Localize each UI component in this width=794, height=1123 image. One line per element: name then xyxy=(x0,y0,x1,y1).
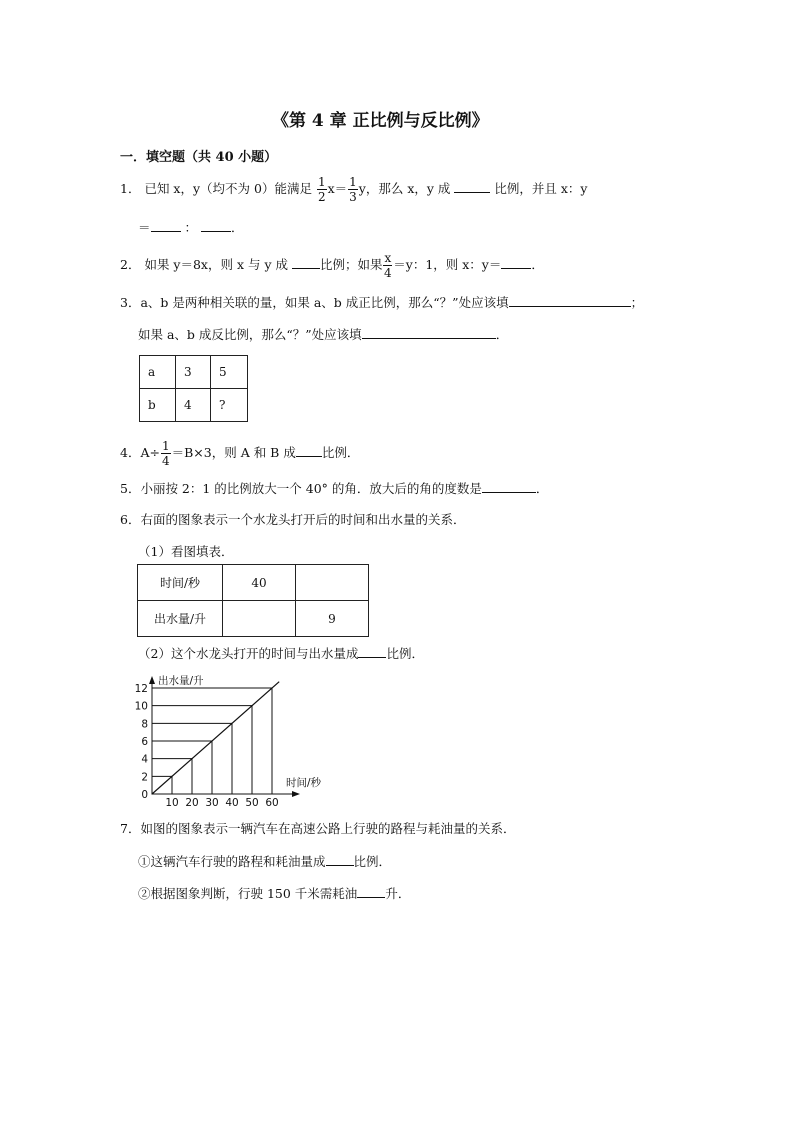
q7-sub2 xyxy=(138,884,410,902)
chart-x-tick-label: 40 xyxy=(225,797,239,809)
q6-table-cell-input[interactable] xyxy=(223,601,296,637)
q1-text-d: 比例，并且 x：y xyxy=(494,181,588,196)
question-7 xyxy=(120,819,515,837)
chart-x-axis-arrow xyxy=(292,791,300,797)
question-5 xyxy=(120,479,548,497)
chart-x-tick-label: 30 xyxy=(205,797,219,809)
question-3 xyxy=(120,293,643,311)
q3-number: 3． xyxy=(120,295,141,310)
q6-table-row xyxy=(138,565,369,601)
q1-answer-blank-2[interactable] xyxy=(151,230,181,232)
chart-y-axis-label: 出水量/升 xyxy=(158,675,204,687)
q6-table-cell-input[interactable] xyxy=(296,565,369,601)
q7-sub1-a: ①这辆汽车行驶的路程和耗油量成 xyxy=(138,854,326,869)
q7-sub1-b: 比例． xyxy=(353,854,392,869)
chart-data-point xyxy=(211,740,212,741)
chart-y-tick-label: 8 xyxy=(141,718,148,731)
q3-line1-end: ； xyxy=(630,295,644,310)
chart-y-axis-arrow xyxy=(149,676,155,684)
q3-answer-blank-2[interactable] xyxy=(362,337,496,339)
q6-sub1: （1）看图填表． xyxy=(138,544,234,559)
q1-number: 1． xyxy=(120,181,141,196)
q1-fraction-2: $\frac{1}{3}$ xyxy=(349,175,357,204)
q5-number: 5． xyxy=(120,481,141,496)
question-3-line2 xyxy=(138,325,508,343)
q7-sub2-a: ②根据图象判断，行驶 150 千米需耗油 xyxy=(138,886,358,901)
q3-answer-blank-1[interactable] xyxy=(509,305,631,307)
water-flow-chart xyxy=(130,668,322,809)
question-4 xyxy=(120,440,359,467)
chart-y-tick-label: 0 xyxy=(141,789,148,801)
page-title: 《第 4 章 正比例与反比例》 xyxy=(272,111,489,131)
q5-text-b: ． xyxy=(535,481,549,496)
q3-table-cell: b xyxy=(140,389,176,422)
q7-answer-blank-1[interactable] xyxy=(326,864,354,866)
q5-text-a: 小丽按 2：1 的比例放大一个 40° 的角．放大后的角的度数是 xyxy=(140,481,482,496)
q4-fraction: $\frac{1}{4}$ xyxy=(161,439,170,468)
q3-table-row xyxy=(140,356,248,389)
q6-answer-blank[interactable] xyxy=(358,656,386,658)
chart-data-point xyxy=(271,687,272,688)
q6-sub2-b: 比例． xyxy=(386,646,424,661)
q5-answer-blank[interactable] xyxy=(482,491,536,493)
q3-table xyxy=(139,355,248,422)
q4-answer-blank[interactable] xyxy=(296,455,322,457)
chart-x-tick-label: 20 xyxy=(185,797,199,809)
q1-text-c: y，那么 x，y 成 xyxy=(358,181,451,196)
q6-table xyxy=(137,564,369,637)
q3-table-cell: a xyxy=(140,356,176,389)
q4-text-b: ＝B×3，则 A 和 B 成 xyxy=(171,445,296,460)
chart-data-point xyxy=(251,705,252,706)
q3-table-cell: 3 xyxy=(176,356,211,389)
q1-line2-c: ． xyxy=(231,220,244,235)
q1-line2-a: ＝ xyxy=(138,220,151,235)
chart-data-point xyxy=(151,793,152,794)
chart-data-point xyxy=(171,776,172,777)
chart-x-tick-label: 10 xyxy=(165,797,179,809)
q4-text-c: 比例． xyxy=(321,445,360,460)
chart-y-tick-label: 4 xyxy=(141,753,148,766)
q2-text-b: 比例；如果 xyxy=(319,257,383,272)
q6-sub2 xyxy=(138,644,424,662)
q3-table-cell: 4 xyxy=(176,389,211,422)
q7-sub2-b: 升． xyxy=(385,886,411,901)
q7-number: 7． xyxy=(120,821,141,836)
q1-fraction-1: $\frac{1}{2}$ xyxy=(317,175,326,204)
q6-sub2-a: （2）这个水龙头打开的时间与出水量成 xyxy=(138,646,359,661)
q6-table-cell: 时间/秒 xyxy=(138,565,223,601)
chart-y-tick-label: 12 xyxy=(134,683,148,695)
q2-answer-blank-2[interactable] xyxy=(501,267,531,269)
question-2 xyxy=(120,252,544,279)
chart-x-tick-label: 50 xyxy=(245,797,259,809)
q6-number: 6． xyxy=(120,512,141,527)
q1-answer-blank-1[interactable] xyxy=(454,191,490,193)
chart-data-point xyxy=(231,723,232,724)
q3-line1: a、b 是两种相关联的量，如果 a、b 成正比例，那么“？”处应该填 xyxy=(140,295,509,310)
q1-answer-blank-3[interactable] xyxy=(201,230,231,232)
q4-number: 4． xyxy=(120,445,141,460)
q2-answer-blank-1[interactable] xyxy=(292,267,320,269)
q7-sub1 xyxy=(138,852,391,870)
q7-answer-blank-2[interactable] xyxy=(357,896,385,898)
q3-table-cell: 5 xyxy=(211,356,248,389)
chart-x-tick-label: 60 xyxy=(265,797,279,809)
chart-data-point xyxy=(191,758,192,759)
q6-table-row xyxy=(138,601,369,637)
q2-fraction: $\frac{x}{4}$ xyxy=(384,251,392,280)
question-6 xyxy=(120,510,465,528)
chart-y-tick-label: 2 xyxy=(141,771,148,784)
q6-text: 右面的图象表示一个水龙头打开后的时间和出水量的关系． xyxy=(140,512,466,527)
q1-text-a: 已知 x，y（均不为 0）能满足 xyxy=(144,181,312,196)
q3-table-cell: ? xyxy=(211,389,248,422)
q2-text-d: ． xyxy=(531,257,544,272)
q1-text-b: x＝ xyxy=(327,181,348,196)
q2-number: 2． xyxy=(120,257,141,272)
q3-table-row xyxy=(140,389,248,422)
question-1 xyxy=(120,176,587,203)
q2-text-c: ＝y：1，则 x：y＝ xyxy=(393,257,502,272)
q6-table-cell: 40 xyxy=(223,565,296,601)
q2-text-a: 如果 y＝8x，则 x 与 y 成 xyxy=(144,257,288,272)
q6-table-cell: 出水量/升 xyxy=(138,601,223,637)
chart-y-tick-label: 6 xyxy=(141,736,148,748)
chart-x-axis-label: 时间/秒 xyxy=(286,777,322,789)
q3-line2: 如果 a、b 成反比例，那么“？”处应该填 xyxy=(138,327,362,342)
q6-table-cell: 9 xyxy=(296,601,369,637)
q4-text-a: A÷ xyxy=(140,445,160,460)
q1-line2-b: ： xyxy=(184,220,198,235)
chart-series-line xyxy=(152,682,279,794)
q7-text: 如图的图象表示一辆汽车在高速公路上行驶的路程与耗油量的关系． xyxy=(140,821,516,836)
q3-line2-end: ． xyxy=(495,327,509,342)
chart-y-tick-label: 10 xyxy=(134,700,148,713)
question-1-line2 xyxy=(138,218,244,236)
section-heading: 一．填空题（共 40 小题） xyxy=(120,150,278,165)
